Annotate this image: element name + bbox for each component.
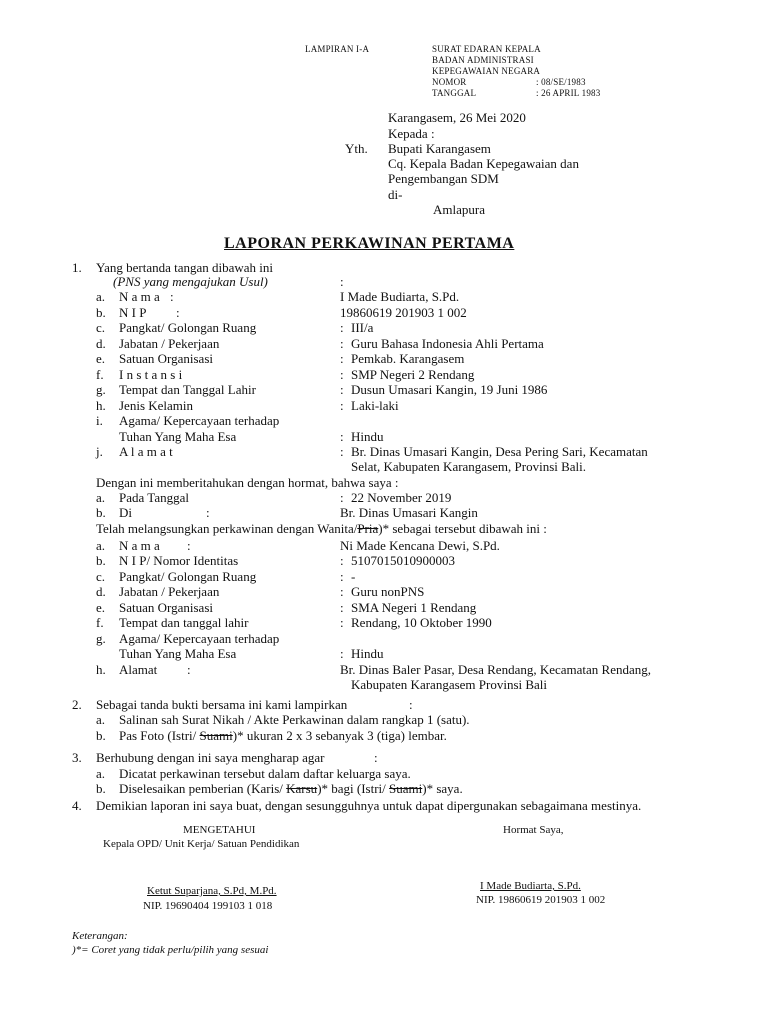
row-letter: c. bbox=[96, 320, 106, 335]
row-sep: : bbox=[340, 398, 344, 413]
applicant-rank: III/a bbox=[351, 320, 374, 335]
surat-line-1: SURAT EDARAN KEPALA bbox=[432, 44, 541, 54]
row-letter: b. bbox=[96, 728, 106, 743]
row-sep: : bbox=[340, 553, 344, 568]
spouse-address: Br. Dinas Baler Pasar, Desa Rendang, Kecamatan Rendang, bbox=[340, 662, 652, 677]
row-label: A l a m a t bbox=[119, 444, 173, 459]
applicant-job: Guru Bahasa Indonesia Ahli Pertama bbox=[351, 336, 544, 351]
struck-option: Suami bbox=[199, 728, 233, 743]
section2-text: Sebagai tanda bukti bersama ini kami lampirkan bbox=[96, 697, 348, 712]
lampiran-label: LAMPIRAN I-A bbox=[305, 44, 370, 54]
spouse-address-2: Kabupaten Karangasem Provinsi Bali bbox=[351, 677, 548, 692]
row-label: Alamat bbox=[119, 662, 158, 677]
row-label: Satuan Organisasi bbox=[119, 600, 213, 615]
struck-option: Suami bbox=[389, 781, 423, 796]
row-sep: : bbox=[340, 429, 344, 444]
marriage-place: Br. Dinas Umasari Kangin bbox=[340, 505, 478, 520]
notes-title: Keterangan: bbox=[72, 930, 128, 942]
spouse-religion: Hindu bbox=[351, 646, 384, 661]
row-label: Tempat dan Tanggal Lahir bbox=[119, 382, 256, 397]
row-letter: a. bbox=[96, 289, 106, 304]
section3-colon: : bbox=[374, 750, 378, 765]
row-letter: c. bbox=[96, 569, 106, 584]
tanggal-value: : 26 APRIL 1983 bbox=[536, 88, 601, 98]
row-letter: e. bbox=[96, 351, 106, 366]
row-sep: : bbox=[340, 444, 344, 459]
row-letter: d. bbox=[96, 336, 106, 351]
row-sep: : bbox=[340, 600, 344, 615]
applicant-address: Br. Dinas Umasari Kangin, Desa Pering Sari, Kecamatan bbox=[351, 444, 648, 459]
request-b: Diselesaikan pemberian (Karis/ Karsu)* bagi (Istri/ Suami)* saya. bbox=[119, 781, 463, 796]
sign-left-nip: NIP. 19690404 199103 1 018 bbox=[143, 900, 273, 912]
recipient: Bupati Karangasem bbox=[388, 141, 491, 156]
request-a: Dicatat perkawinan tersebut dalam daftar keluarga saya. bbox=[119, 766, 411, 781]
applicant-institution: SMP Negeri 2 Rendang bbox=[351, 367, 475, 382]
row-sep: : bbox=[340, 336, 344, 351]
row-sep: : bbox=[187, 662, 191, 677]
yth: Yth. bbox=[345, 141, 368, 156]
row-letter: h. bbox=[96, 662, 106, 677]
row-sep: : bbox=[340, 351, 344, 366]
row-letter: f. bbox=[96, 367, 104, 382]
row-letter: b. bbox=[96, 505, 106, 520]
row-sep: : bbox=[170, 289, 174, 304]
row-letter: i. bbox=[96, 413, 103, 428]
tanggal-label: TANGGAL bbox=[432, 88, 477, 98]
notes-text: )*= Coret yang tidak perlu/pilih yang sesuai bbox=[72, 944, 269, 956]
cq-line-1: Cq. Kepala Badan Kepegawaian dan bbox=[388, 156, 579, 171]
sign-right-nip: NIP. 19860619 201903 1 002 bbox=[476, 894, 606, 906]
surat-line-2: BADAN ADMINISTRASI bbox=[432, 55, 534, 65]
row-label: Jabatan / Pekerjaan bbox=[119, 584, 220, 599]
sign-right-name: I Made Budiarta, S.Pd. bbox=[480, 880, 581, 892]
spouse-birth: Rendang, 10 Oktober 1990 bbox=[351, 615, 492, 630]
row-label: N a m a bbox=[119, 289, 160, 304]
row-sep: : bbox=[206, 505, 210, 520]
row-letter: g. bbox=[96, 382, 106, 397]
section2-number: 2. bbox=[72, 697, 82, 712]
section1-number: 1. bbox=[72, 260, 82, 275]
row-label: N a m a bbox=[119, 538, 160, 553]
section1-intro-note: (PNS yang mengajukan Usul) bbox=[113, 274, 268, 289]
document-title: LAPORAN PERKAWINAN PERTAMA bbox=[224, 235, 515, 252]
row-sep: : bbox=[340, 646, 344, 661]
row-letter: a. bbox=[96, 538, 106, 553]
struck-option: Pria bbox=[357, 521, 379, 536]
row-label: N I P bbox=[119, 305, 147, 320]
section4-number: 4. bbox=[72, 798, 82, 813]
row-sep: : bbox=[340, 367, 344, 382]
row-label-2: Tuhan Yang Maha Esa bbox=[119, 429, 237, 444]
di: di- bbox=[388, 187, 403, 202]
row-letter: b. bbox=[96, 781, 106, 796]
row-letter: d. bbox=[96, 584, 106, 599]
row-letter: h. bbox=[96, 398, 106, 413]
row-label: Tempat dan tanggal lahir bbox=[119, 615, 249, 630]
row-sep: : bbox=[176, 305, 180, 320]
row-label-2: Tuhan Yang Maha Esa bbox=[119, 646, 237, 661]
married-with-line: Telah melangsungkan perkawinan dengan Wanita/Pria)* sebagai tersebut dibawah ini : bbox=[96, 521, 547, 536]
kepada: Kepada : bbox=[388, 126, 435, 141]
row-label: Jenis Kelamin bbox=[119, 398, 194, 413]
applicant-org: Pemkab. Karangasem bbox=[351, 351, 465, 366]
applicant-name: I Made Budiarta, S.Pd. bbox=[340, 289, 460, 304]
struck-option: Karsu bbox=[286, 781, 318, 796]
row-sep: : bbox=[340, 569, 344, 584]
row-sep: : bbox=[340, 382, 344, 397]
row-label: Pangkat/ Golongan Ruang bbox=[119, 320, 257, 335]
row-letter: a. bbox=[96, 766, 106, 781]
row-letter: g. bbox=[96, 631, 106, 646]
section3-text: Berhubung dengan ini saya mengharap agar bbox=[96, 750, 325, 765]
row-sep: : bbox=[187, 538, 191, 553]
row-letter: a. bbox=[96, 490, 106, 505]
applicant-nip: 19860619 201903 1 002 bbox=[340, 305, 467, 320]
applicant-address-2: Selat, Kabupaten Karangasem, Provinsi Bali. bbox=[351, 459, 587, 474]
row-sep: : bbox=[340, 615, 344, 630]
section3-number: 3. bbox=[72, 750, 82, 765]
row-label: N I P/ Nomor Identitas bbox=[119, 553, 239, 568]
spouse-org: SMA Negeri 1 Rendang bbox=[351, 600, 477, 615]
attachment-b: Pas Foto (Istri/ Suami)* ukuran 2 x 3 sebanyak 3 (tiga) lembar. bbox=[119, 728, 447, 743]
row-label: Pada Tanggal bbox=[119, 490, 189, 505]
row-label: Di bbox=[119, 505, 132, 520]
row-label: Agama/ Kepercayaan terhadap bbox=[119, 631, 280, 646]
row-letter: a. bbox=[96, 712, 106, 727]
row-sep: : bbox=[340, 320, 344, 335]
sign-right-title: Hormat Saya, bbox=[503, 824, 564, 836]
surat-line-3: KEPEGAWAIAN NEGARA bbox=[432, 66, 541, 76]
row-label: Pangkat/ Golongan Ruang bbox=[119, 569, 257, 584]
row-label: I n s t a n s i bbox=[119, 367, 183, 382]
row-label: Agama/ Kepercayaan terhadap bbox=[119, 413, 280, 428]
cq-line-2: Pengembangan SDM bbox=[388, 171, 499, 186]
nomor-value: : 08/SE/1983 bbox=[536, 77, 586, 87]
row-letter: j. bbox=[96, 444, 103, 459]
sign-left-title: MENGETAHUI bbox=[183, 824, 256, 836]
applicant-birth: Dusun Umasari Kangin, 19 Juni 1986 bbox=[351, 382, 548, 397]
section1-intro-colon: : bbox=[340, 274, 344, 289]
row-letter: f. bbox=[96, 615, 104, 630]
row-letter: b. bbox=[96, 305, 106, 320]
section2-colon: : bbox=[409, 697, 413, 712]
row-label: Jabatan / Pekerjaan bbox=[119, 336, 220, 351]
nomor-label: NOMOR bbox=[432, 77, 467, 87]
sign-left-subtitle: Kepala OPD/ Unit Kerja/ Satuan Pendidikan bbox=[103, 838, 300, 850]
spouse-rank: - bbox=[351, 569, 356, 584]
row-sep: : bbox=[340, 584, 344, 599]
city: Amlapura bbox=[433, 202, 485, 217]
row-letter: b. bbox=[96, 553, 106, 568]
place-date: Karangasem, 26 Mei 2020 bbox=[388, 110, 526, 125]
sign-left-name: Ketut Suparjana, S.Pd, M.Pd. bbox=[147, 885, 277, 897]
row-label: Satuan Organisasi bbox=[119, 351, 213, 366]
spouse-job: Guru nonPNS bbox=[351, 584, 425, 599]
row-letter: e. bbox=[96, 600, 106, 615]
spouse-id: 5107015010900003 bbox=[351, 553, 455, 568]
row-sep: : bbox=[340, 490, 344, 505]
spouse-name: Ni Made Kencana Dewi, S.Pd. bbox=[340, 538, 500, 553]
attachment-a: Salinan sah Surat Nikah / Akte Perkawinan dalam rangkap 1 (satu). bbox=[119, 712, 470, 727]
applicant-religion: Hindu bbox=[351, 429, 384, 444]
marriage-date: 22 November 2019 bbox=[351, 490, 452, 505]
section1-intro: Yang bertanda tangan dibawah ini bbox=[96, 260, 274, 275]
section4-text: Demikian laporan ini saya buat, dengan sesungguhnya untuk dapat dipergunakan sebagaimana mestinya. bbox=[96, 798, 642, 813]
applicant-gender: Laki-laki bbox=[351, 398, 399, 413]
notify-text: Dengan ini memberitahukan dengan hormat, bahwa saya : bbox=[96, 475, 399, 490]
